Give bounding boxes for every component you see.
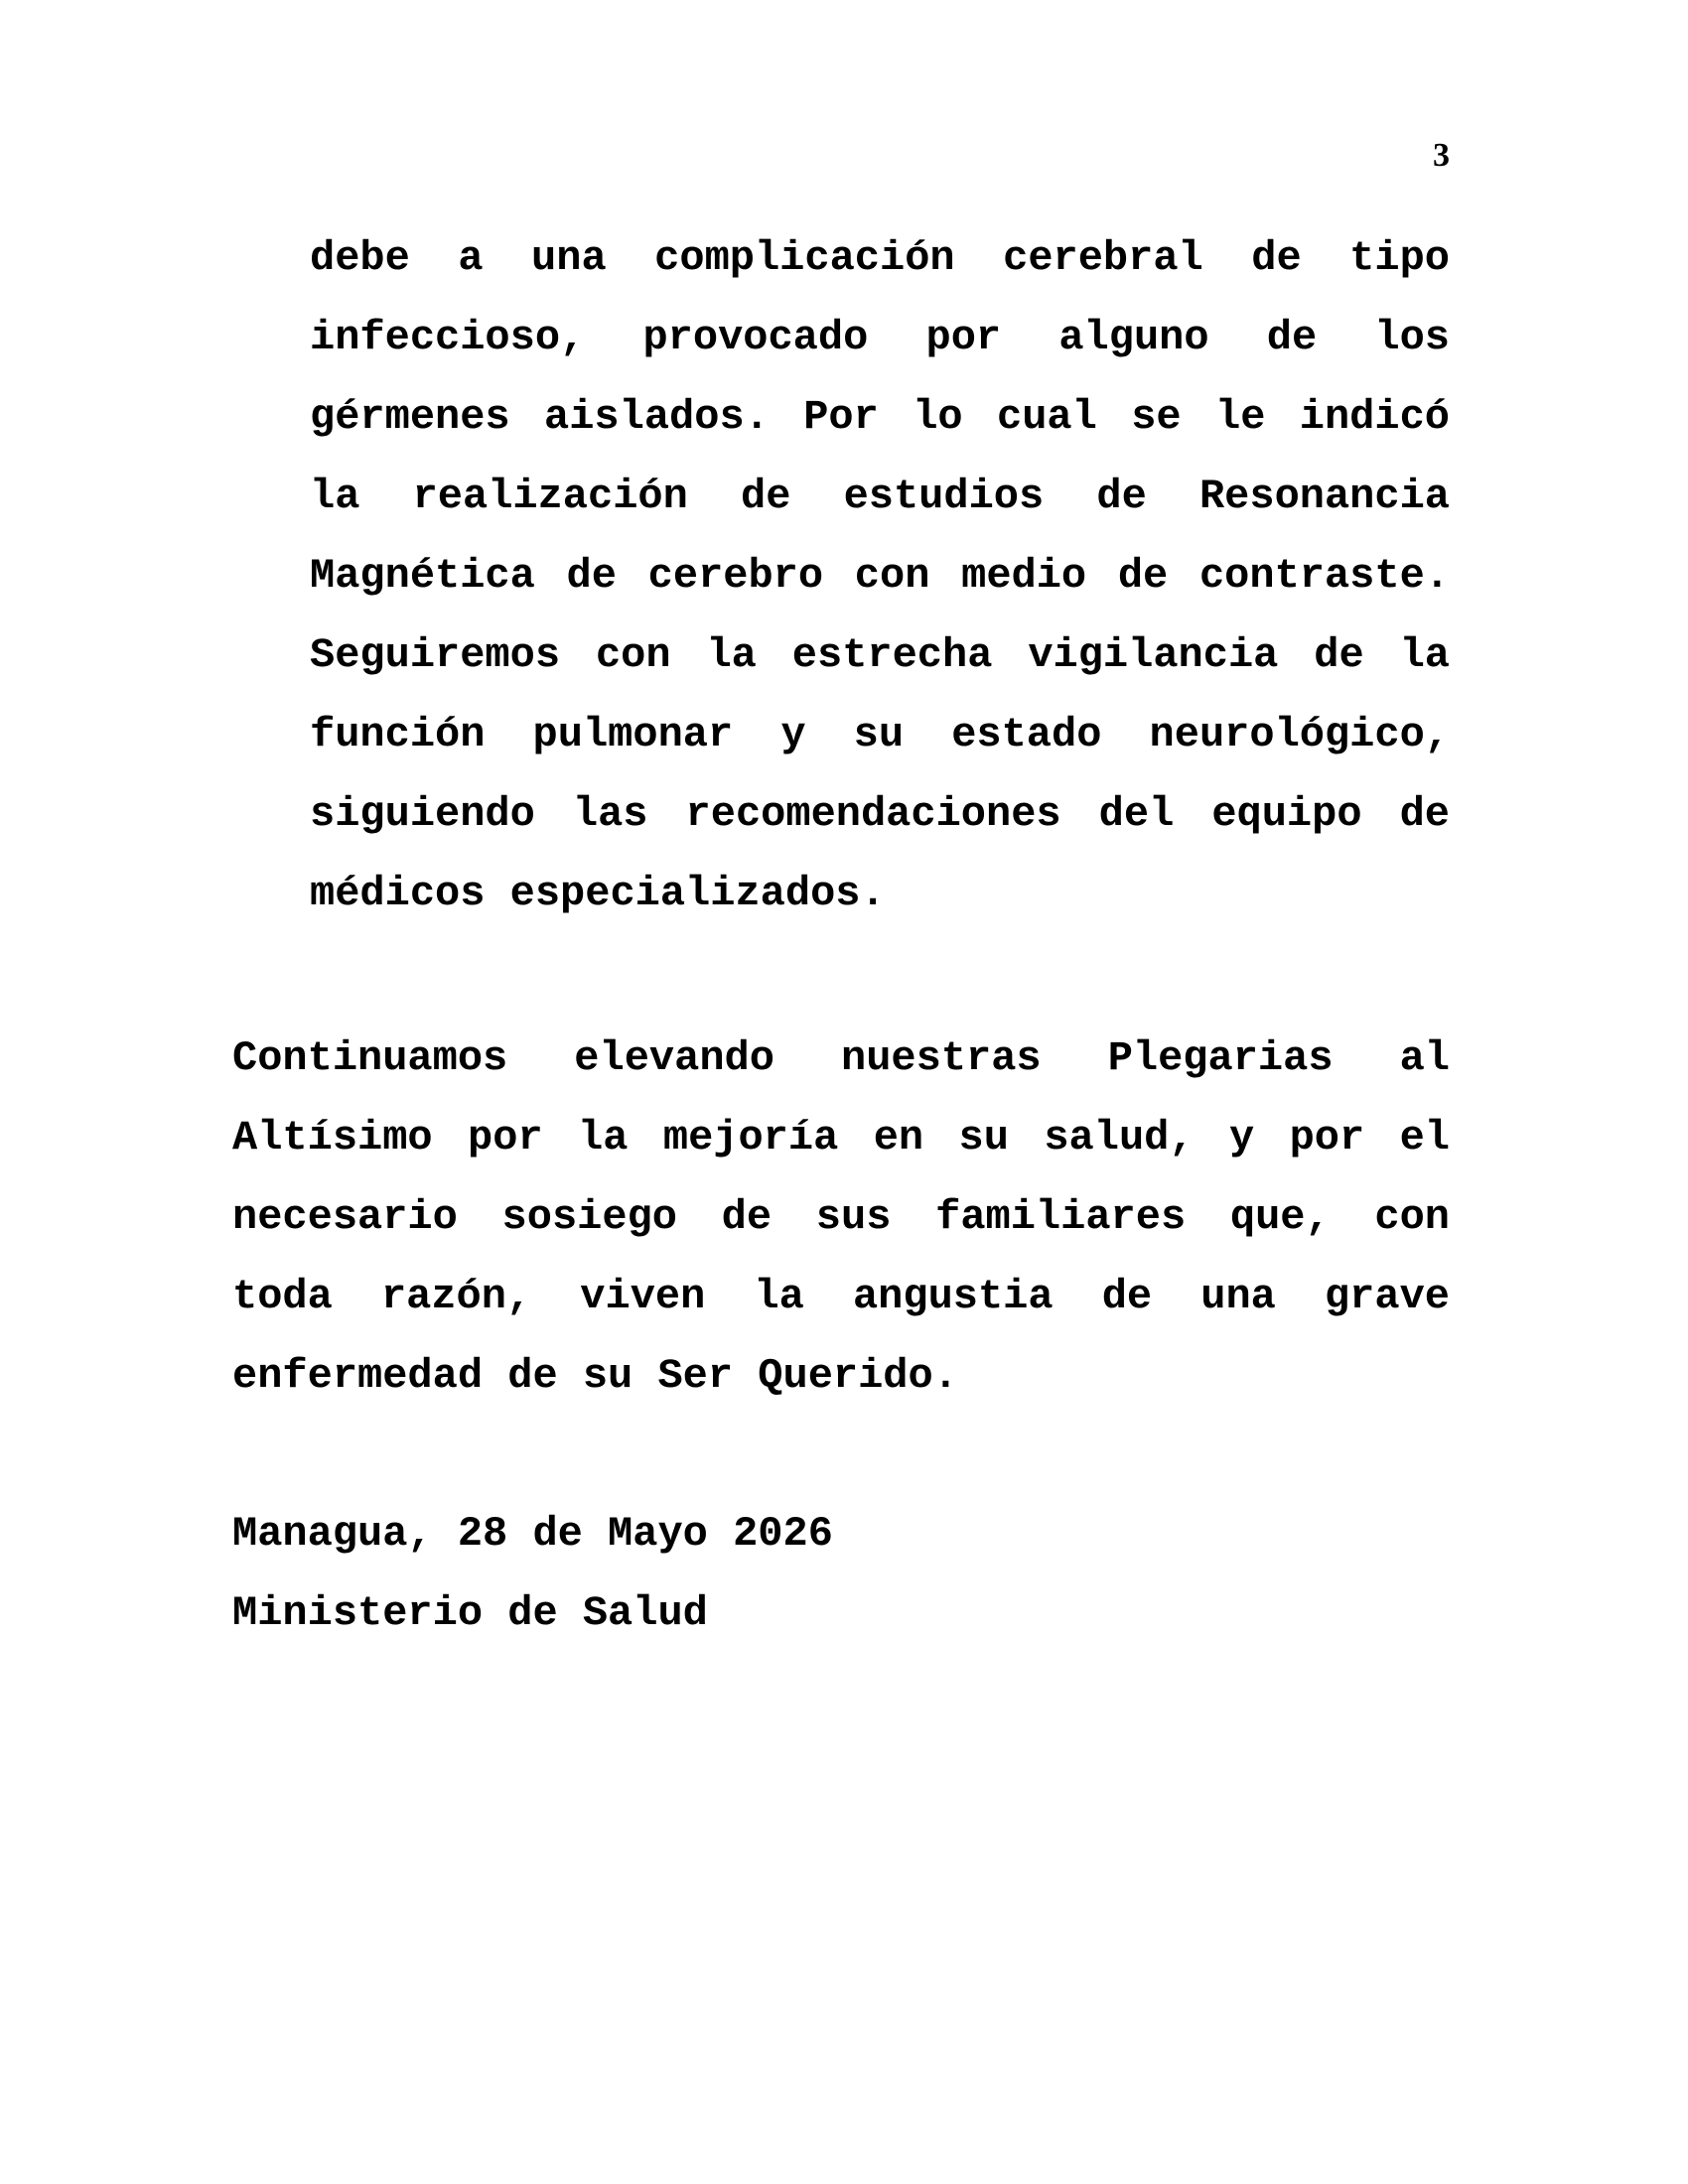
signatory: Ministerio de Salud [232,1589,708,1637]
place-and-date: Managua, 28 de Mayo 2026 [232,1510,833,1558]
closing-block [232,1494,1225,1653]
body-paragraph-continuation: debe a una complicación cerebral de tipo infeccioso, provocado por alguno de los gérmenes aislados. Por lo cual se le indicó la realización de estudios de Resonancia Magnética de cerebro con medio de contraste. Seguiremos con la estrecha vigilancia de la función pulmonar y su estado neurológico, siguiendo las recomendaciones del equipo de médicos especializados. [310,234,1450,917]
body-paragraph-prayers: Continuamos elevando nuestras Plegarias al Altísimo por la mejoría en su salud, y por el necesario sosiego de sus familiares que, con toda razón, viven la angustia de una grave enfermedad de su Ser Querido. [232,1034,1450,1400]
page-number: 3 [1433,137,1450,174]
